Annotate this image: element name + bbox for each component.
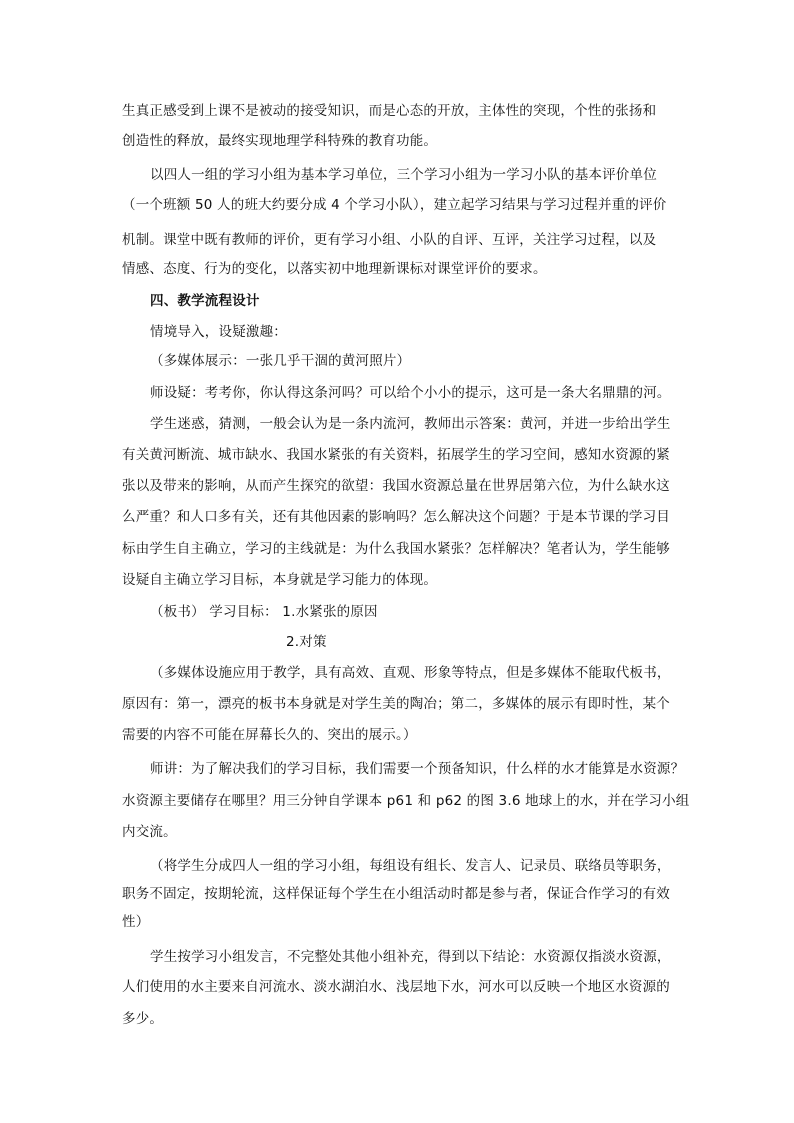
paragraph-line: 师设疑：考考你，你认得这条河吗？可以给个小小的提示，这可是一条大名鼎鼎的河。: [150, 385, 671, 401]
paragraph-line: 人们使用的水主要来自河流水、淡水湖泊水、浅层地下水，河水可以反映一个地区水资源的: [122, 979, 670, 995]
paragraph-line: 学生按学习小组发言，不完整处其他小组补充，得到以下结论：水资源仅指淡水资源，: [150, 949, 671, 965]
paragraph-line: 需要的内容不可能在屏幕长久的、突出的展示。）: [122, 727, 417, 743]
board-note: 2.对策: [286, 634, 327, 650]
paragraph-line: 有关黄河断流、城市缺水、我国水紧张的有关资料，拓展学生的学习空间，感知水资源的紧: [122, 447, 670, 463]
paragraph-line: 么严重？和人口多有关，还有其他因素的影响吗？怎么解决这个问题？于是本节课的学习目: [122, 509, 670, 525]
paragraph-line: 情境导入，设疑激趣：: [150, 324, 287, 340]
paragraph-line: 职务不固定，按期轮流，这样保证每个学生在小组活动时都是参与者，保证合作学习的有效: [122, 886, 670, 902]
paragraph-line: （将学生分成四人一组的学习小组，每组设有组长、发言人、记录员、联络员等职务，: [150, 858, 671, 874]
paragraph-line: 创造性的释放，最终实现地理学科特殊的教育功能。: [122, 133, 438, 149]
paragraph-line: 以四人一组的学习小组为基本学习单位，三个学习小组为一学习小队的基本评价单位: [150, 167, 657, 183]
paragraph-line: 设疑自主确立学习目标，本身就是学习能力的体现。: [122, 572, 438, 588]
paragraph-line: 标由学生自主确立，学习的主线就是：为什么我国水紧张？怎样解决？笔者认为，学生能够: [122, 541, 670, 557]
paragraph-line: 张以及带来的影响，从而产生探究的欲望：我国水资源总量在世界居第六位，为什么缺水这: [122, 478, 670, 494]
paragraph-line: （多媒体展示：一张几乎干涸的黄河照片）: [150, 353, 411, 369]
paragraph-line: 内交流。: [122, 824, 177, 840]
paragraph-line: 多少。: [122, 1011, 164, 1027]
paragraph-line: 原因有：第一，漂亮的板书本身就是对学生美的陶冶；第二，多媒体的展示有即时性，某个: [122, 696, 670, 712]
paragraph-line: 师讲：为了解决我们的学习目标，我们需要一个预备知识，什么样的水才能算是水资源？: [150, 761, 685, 777]
paragraph-line: 水资源主要储存在哪里？用三分钟自学课本 p61 和 p62 的图 3.6 地球上的水，并在学习小组: [122, 793, 690, 809]
board-note: （板书） 学习目标： 1.水紧张的原因: [150, 604, 378, 620]
paragraph-line: 机制。课堂中既有教师的评价，更有学习小组、小队的自评、互评，关注学习过程，以及: [122, 232, 657, 248]
section-heading: 四、教学流程设计: [150, 293, 260, 309]
paragraph-line: 情感、态度、行为的变化，以落实初中地理新课标对课堂评价的要求。: [122, 261, 547, 277]
paragraph-line: （一个班额 50 人的班大约要分成 4 个学习小队），建立起学习结果与学习过程并重的评价: [122, 197, 667, 213]
paragraph-line: （多媒体设施应用于教学，具有高效、直观、形象等特点，但是多媒体不能取代板书，: [150, 665, 671, 681]
paragraph-line: 学生迷惑，猜测，一般会认为是一条内流河，教师出示答案：黄河，并进一步给出学生: [150, 416, 671, 432]
paragraph-line: 性）: [122, 914, 150, 930]
paragraph-line: 生真正感受到上课不是被动的接受知识，而是心态的开放，主体性的突现，个性的张扬和: [122, 103, 657, 119]
